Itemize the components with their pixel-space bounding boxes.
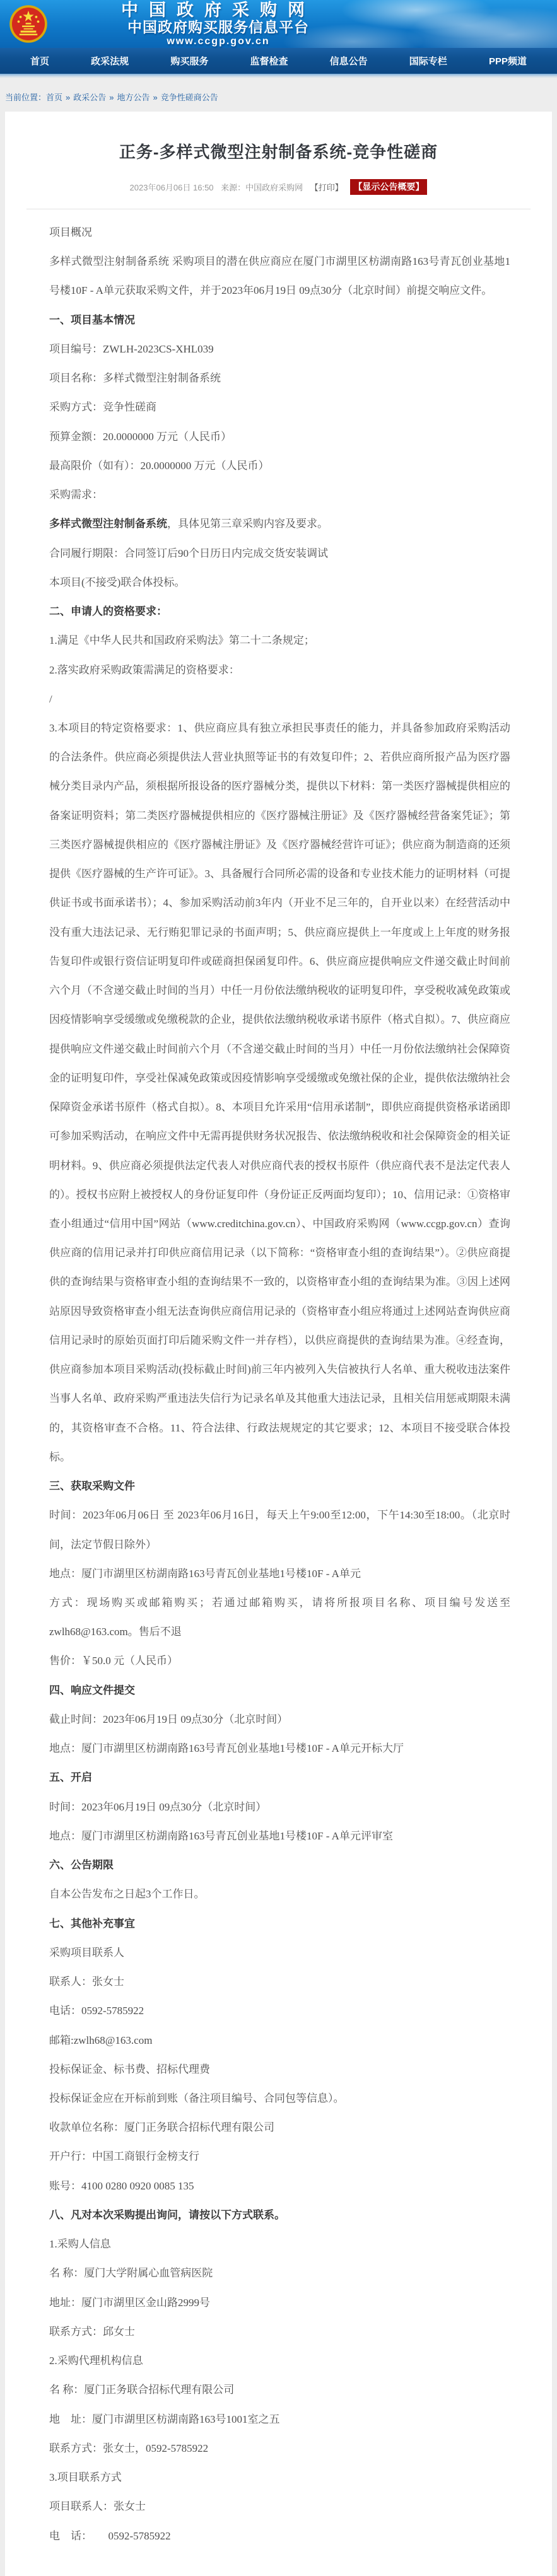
site-title-block [54,1,382,47]
site-subtitle: 中国政府购买服务信息平台 [127,18,309,35]
section-heading: 四、响应文件提交 [49,1684,135,1696]
print-button[interactable]: 【打印】 [310,183,343,192]
body-paragraph: 售价：￥50.0 元（人民币） [49,1655,178,1667]
breadcrumb-link-competitive-consultation-announcements[interactable]: 竞争性磋商公告 [160,93,218,102]
breadcrumb-links [46,93,218,102]
article-meta [5,179,552,195]
section-heading: 五、开启 [49,1771,92,1784]
body-paragraph: 联系方式：邱女士 [49,2325,135,2338]
body-paragraph: 采购方式：竞争性磋商 [49,401,156,414]
section-heading: 六、公告期限 [49,1859,114,1872]
body-paragraph: 地点：厦门市湖里区枋湖南路163号青瓦创业基地1号楼10F - A单元开标大厅 [49,1742,404,1755]
breadcrumb-separator: » [109,93,114,102]
body-paragraph: 3.本项目的特定资格要求：1、供应商应具有独立承担民事责任的能力，并具备参加政府采购活动的合法条件。供应商必须提供法人营业执照等证书的有效复印件；2、若供应商所报产品为医疗器械分类目录内产品，须根据所报设备的医疗器械分类，提供以下材料：第一类医疗器械提供相应的备案证明资料；第二类医疗器械提供相应的《医疗器械注册证》及《医疗器械经营备案凭证》；第三类医疗器械提供相应的《医疗器械注册证》及《医疗器械经营许可证》；供应商为制造商的还须提供《医疗器械的生产许可证》。3、具备履行合同所必需的设备和专业技术能力的证明材料（可提供证书或书面承诺书）；4、参加采购活动前3年内（开业不足三年的，自开业以来）在经营活动中没有重大违法记录、无行贿犯罪记录的书面声明；5、供应商应提供上一年度或上上年度的财务报告复印件或银行资信证明复印件或磋商担保函复印件。6、供应商应提供响应文件递交截止时间前六个月（不含递交截止时间的当月）中任一月份依法缴纳税收的证明复印件，享受税收减免政策或因疫情影响享受缓缴或免缴税款的企业，提供依法缴纳税收承诺书原件（格式自拟）。7、供应商应提供响应文件递交截止时间前六个月（不含递交截止时间的当月）中任一月份依法缴纳社会保障资金的证明复印件，享受社保减免政策或因疫情影响享受缓缴或免缴社保的企业，提供依法缴纳社会保障资金承诺书原件（格式自拟）。8、本项目允许采用“信用承诺制”，即供应商提供资格承诺函即可参加采购活动，在响应文件中无需再提供财务状况报告、依法缴纳税收和社会保障资金的相关证明材料。9、供应商必须提供法定代表人对供应商代表的授权书原件（供应商代表不是法定代表人的）。授权书应附上被授权人的身份证复印件（身份证正反两面均复印）；10、信用记录：①资格审查小组通过“信用中国”网站（www.creditchina.gov.cn）、中国政府采购网（www.ccgp.gov.cn）查询供应商的信用记录并打印供应商信用记录（以下简称：“资格审查小组的查询结果”）。②供应商提供的查询结果与资格审查小组的查询结果不一致的，以资格审查小组的查询结果为准。③因上述网站原因导致资格审查小组无法查询供应商信用记录的（资格审查小组应将通过上述网站查询供应商信用记录时的原始页面打印后随采购文件一并存档），以供应商提供的查询结果为准。④经查询，供应商参加本项目采购活动(投标截止时间)前三年内被列入失信被执行人名单、重大税收违法案件当事人名单、政府采购严重违法失信行为记录名单及其他重大违法记录，且相关信用惩戒期限未满的，其资格审查不合格。11、符合法律、行政法规规定的其它要求；12、本项目不接受联合体投标。 [49,721,510,1463]
body-paragraph: 截止时间：2023年06月19日 09点30分（北京时间） [49,1713,288,1725]
body-paragraph: 投标保证金、标书费、招标代理费 [49,2063,210,2075]
breadcrumb-link-home[interactable]: 首页 [46,93,63,102]
body-paragraph: 3.项目联系方式 [49,2471,122,2484]
breadcrumb-separator: » [153,93,158,102]
body-paragraph: 电 话： 0592-5785922 [49,2529,171,2542]
body-paragraph: 本项目(不接受)联合体投标。 [49,576,185,588]
body-paragraph: / [49,692,52,705]
body-paragraph: 合同履行期限：合同签订后90个日历日内完成交货安装调试 [49,547,328,559]
section-heading: 七、其他补充事宜 [49,1917,135,1930]
body-paragraph: 采购需求： [49,489,103,501]
show-summary-button[interactable]: 【显示公告概要】 [350,179,427,195]
body-paragraph: 1.满足《中华人民共和国政府采购法》第二十二条规定； [49,634,315,647]
body-paragraph: 采购项目联系人 [49,1946,124,1959]
body-paragraph: 名 称：厦门正务联合招标代理有限公司 [49,2384,235,2396]
body-paragraph: 地址：厦门市湖里区金山路2999号 [49,2296,210,2309]
breadcrumb-link-local-announcements[interactable]: 地方公告 [117,93,150,102]
body-paragraph: 最高限价（如有）：20.0000000 万元（人民币） [49,459,269,472]
body-paragraph: 开户行：中国工商银行金榜支行 [49,2150,199,2163]
body-paragraph: 账号：4100 0280 0920 0085 135 [49,2179,194,2192]
body-paragraph: 联系方式：张女士，0592-5785922 [49,2442,209,2454]
body-paragraph: 自本公告发布之日起3个工作日。 [49,1888,205,1901]
body-paragraph: 投标保证金应在开标前到账（备注项目编号、合同包等信息）。 [49,2092,344,2104]
breadcrumb [0,78,557,112]
body-paragraph: 地点：厦门市湖里区枋湖南路163号青瓦创业基地1号楼10F - A单元评审室 [49,1829,393,1842]
site-url: www.ccgp.gov.cn [167,35,270,47]
body-paragraph: 2.落实政府采购政策需满足的资格要求： [49,663,240,676]
breadcrumb-separator: » [66,93,71,102]
section-heading: 一、项目基本情况 [49,313,135,326]
body-paragraph: 项目名称：多样式微型注射制备系统 [49,372,221,385]
body-paragraph: 收款单位名称：厦门正务联合招标代理有限公司 [49,2121,274,2134]
body-paragraph: 方式：现场购买或邮箱购买；若通过邮箱购买，请将所报项目名称、项目编号发送至zwlh68@163.com。售后不退 [49,1597,510,1638]
nav-item-supervision[interactable]: 监督检查 [250,56,288,67]
body-paragraph: 名 称：厦门大学附属心血管病医院 [49,2267,213,2280]
body-paragraph: 电话：0592-5785922 [49,2005,144,2017]
body-paragraph: 联系人：张女士 [49,1976,124,1988]
source-label: 来源：中国政府采购网 [221,183,303,192]
breadcrumb-link-procurement-announcements[interactable]: 政采公告 [73,93,107,102]
section-heading: 八、凡对本次采购提出询问，请按以下方式联系。 [49,2208,285,2221]
body-paragraph: 1.采购人信息 [49,2238,111,2251]
nav-item-international[interactable]: 国际专栏 [409,56,447,67]
section-heading: 三、获取采购文件 [49,1480,135,1493]
body-paragraph: 项目联系人：张女士 [49,2500,146,2513]
nav-bottom-strip [0,74,557,78]
body-paragraph: 多样式微型注射制备系统 采购项目的潜在供应商应在厦门市湖里区枋湖南路163号青瓦创业基地1号楼10F - A单元获取采购文件，并于2023年06月19日 09点30分（北京时间）前提交响应文件。 [49,255,510,297]
body-paragraph: 预算金额：20.0000000 万元（人民币） [49,430,232,443]
publish-date: 2023年06月06日 16:50 [129,183,214,192]
nav-item-buy-services[interactable]: 购买服务 [170,56,209,67]
site-title: 中国政府采购网 [121,0,315,20]
nav-item-home[interactable]: 首页 [30,56,50,67]
nav-item-ppp[interactable]: PPP频道 [488,56,527,67]
announcement-card [5,112,552,2576]
body-paragraph: 项目概况 [49,226,92,238]
article-body [5,209,552,2576]
main-nav [0,48,557,74]
body-paragraph: 地 址：厦门市湖里区枋湖南路163号1001室之五 [49,2413,280,2425]
breadcrumb-label: 当前位置： [5,93,47,102]
announcement-title: 正务-多样式微型注射制备系统-竞争性磋商 [119,143,438,161]
body-paragraph: 2.采购代理机构信息 [49,2355,143,2367]
body-paragraph: 多样式微型注射制备系统，具体见第三章采购内容及要求。 [49,518,328,530]
body-paragraph: 邮箱:zwlh68@163.com [49,2034,153,2046]
nav-item-regulations[interactable]: 政采法规 [91,56,129,67]
body-paragraph: 时间：2023年06月06日 至 2023年06月16日，每天上午9:00至12:00，下午14:30至18:00。（北京时间，法定节假日除外） [49,1509,510,1551]
body-paragraph: 项目编号：ZWLH-2023CS-XHL039 [49,342,214,355]
site-header [0,0,557,48]
body-paragraph: 地点：厦门市湖里区枋湖南路163号青瓦创业基地1号楼10F - A单元 [49,1567,361,1580]
body-paragraph: 时间：2023年06月19日 09点30分（北京时间） [49,1800,267,1813]
section-heading: 二、申请人的资格要求： [49,605,167,618]
national-emblem-logo [9,4,48,47]
nav-item-announcements[interactable]: 信息公告 [329,56,368,67]
